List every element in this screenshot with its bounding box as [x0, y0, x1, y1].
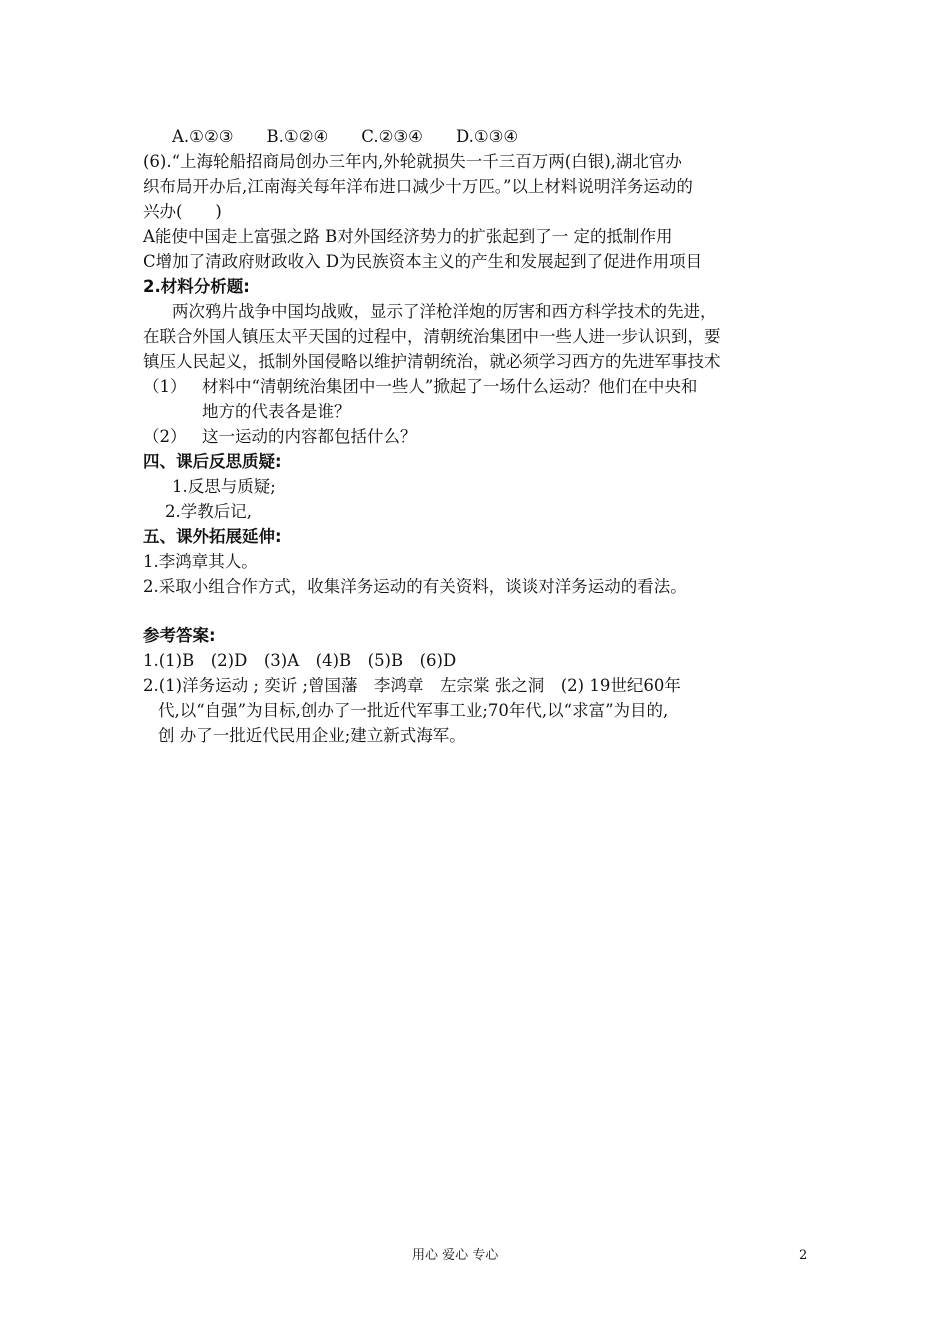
question2-line1: 这一运动的内容都包括什么？ — [202, 427, 417, 446]
answers-line2: 2.(1)洋务运动 ; 奕䜣 ;曾国藩 李鸿章 左宗棠 张之洞 (2) 19世纪60年 — [143, 676, 681, 695]
footer-motto: 用心 爱心 专心 — [412, 1248, 499, 1263]
question1-line2: 地方的代表各是谁？ — [202, 402, 351, 421]
material-paragraph-line3: 镇压人民起义，抵制外国侵略以维护清朝统治，就必须学习西方的先进军事技术 — [143, 352, 721, 371]
section4-item2: 2.学教后记, — [165, 502, 252, 521]
q6-options-ab: A能使中国走上富强之路 B对外国经济势力的扩张起到了一 定的抵制作用 — [143, 227, 673, 246]
page-number: 2 — [799, 1248, 808, 1263]
q6-stem-line3: 兴办( ) — [143, 202, 222, 221]
q6-stem-line1: (6).“上海轮船招商局创办三年内,外轮就损失一千三百万两(白银),湖北官办 — [143, 152, 682, 171]
answers-line1: 1.(1)B (2)D (3)A (4)B (5)B (6)D — [143, 651, 457, 670]
section5-item2: 2.采取小组合作方式，收集洋务运动的有关资料，谈谈对洋务运动的看法。 — [143, 577, 687, 596]
question2-number: （2） — [143, 427, 187, 446]
answers-line3: 代,以“自强”为目标,创办了一批近代军事工业;70年代,以“求富”为目的, — [158, 701, 669, 720]
material-paragraph-line1: 两次鸦片战争中国均战败，显示了洋枪洋炮的厉害和西方科学技术的先进， — [172, 302, 717, 321]
question1-line1: 材料中“清朝统治集团中一些人”掀起了一场什么运动？他们在中央和 — [202, 377, 698, 396]
q5-options: A.①②③ B.①②④ C.②③④ D.①③④ — [172, 127, 519, 146]
question1-number: （1） — [143, 377, 187, 396]
section4-item1: 1.反思与质疑; — [172, 477, 276, 496]
section2-title: 2.材料分析题: — [143, 277, 250, 296]
answers-title: 参考答案: — [143, 626, 216, 645]
section5-item1: 1.李鸿章其人。 — [143, 552, 258, 571]
section5-title: 五、课外拓展延伸: — [143, 527, 282, 546]
q6-options-cd: C增加了清政府财政收入 D为民族资本主义的产生和发展起到了促进作用项目 — [143, 252, 703, 271]
section4-title: 四、课后反思质疑: — [143, 452, 282, 471]
q6-stem-line2: 织布局开办后,江南海关每年洋布进口减少十万匹。”以上材料说明洋务运动的 — [143, 177, 693, 196]
material-paragraph-line2: 在联合外国人镇压太平天国的过程中，清朝统治集团中一些人进一步认识到，要 — [143, 327, 721, 346]
answers-line4: 创 办了一批近代民用企业;建立新式海军。 — [158, 726, 466, 745]
